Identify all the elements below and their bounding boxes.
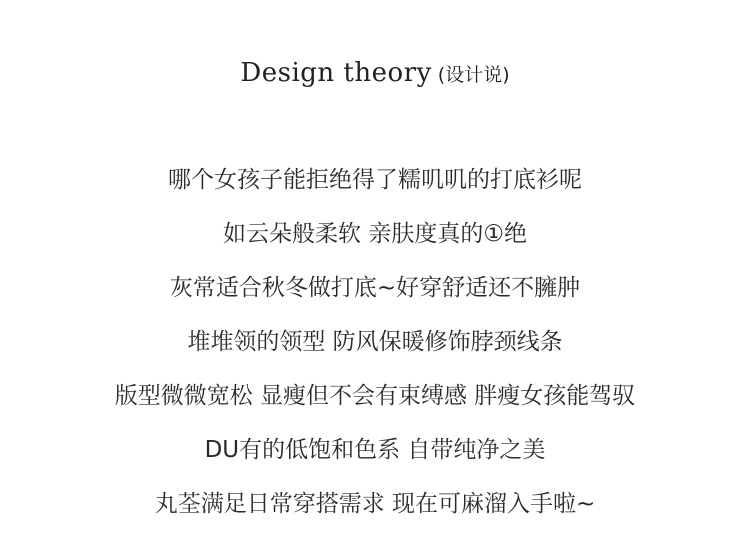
description-lines	[0, 160, 750, 538]
description-line: 灰常适合秋冬做打底~好穿舒适还不臃肿	[169, 275, 581, 301]
description-line: 堆堆领的领型 防风保暖修饰脖颈线条	[187, 329, 563, 355]
title-subtitle: (设计说)	[437, 64, 510, 86]
section-title	[0, 58, 750, 88]
description-line: 丸荃满足日常穿搭需求 现在可麻溜入手啦~	[154, 491, 596, 517]
description-line: 哪个女孩子能拒绝得了糯叽叽的打底衫呢	[168, 167, 582, 193]
description-line: DU有的低饱和色系 自带纯净之美	[204, 437, 546, 463]
title-main: Design theory	[240, 58, 432, 88]
description-line: 版型微微宽松 显瘦但不会有束缚感 胖瘦女孩能驾驭	[114, 383, 636, 409]
description-line: 如云朵般柔软 亲肤度真的①绝	[223, 221, 527, 247]
